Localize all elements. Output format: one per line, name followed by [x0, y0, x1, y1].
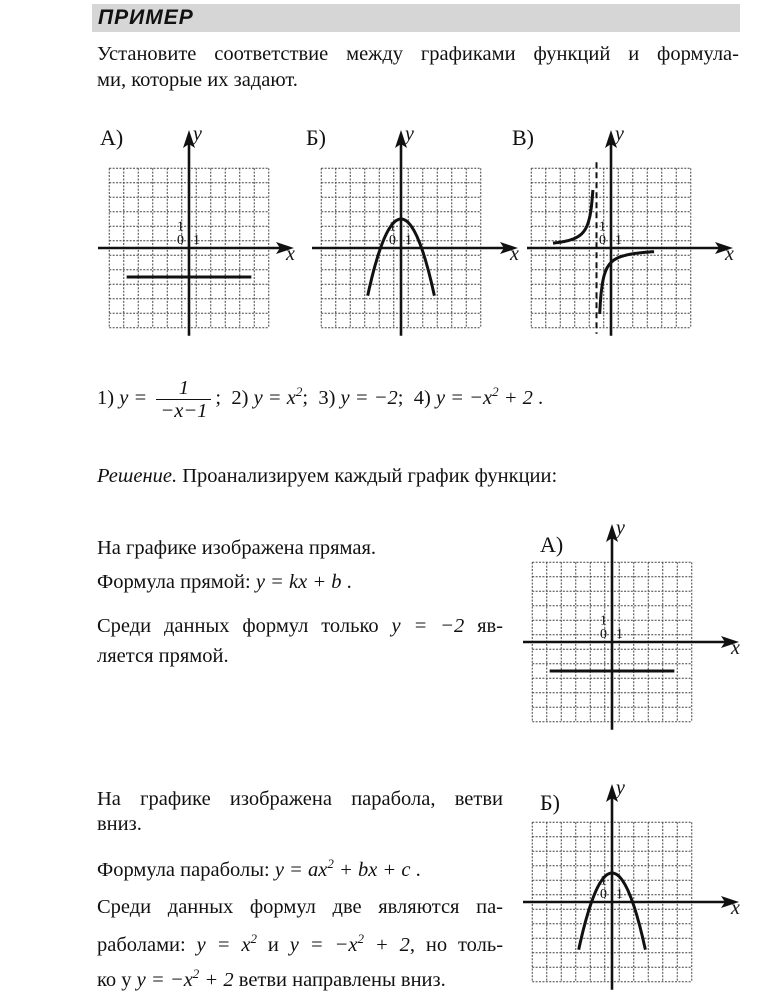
x-axis-label: x	[731, 897, 740, 919]
header-label: ПРИМЕР	[98, 6, 194, 29]
origin-label: 0	[599, 233, 606, 248]
section-a-p3-line1	[97, 612, 503, 640]
section-b-graph-label: Б)	[540, 790, 560, 815]
section-a-p3-end: яв-	[477, 615, 504, 637]
section-a-p2	[97, 568, 352, 596]
function-hyperbola-left	[553, 190, 593, 243]
formula-1-lhs: y =	[119, 386, 148, 409]
header-banner	[92, 4, 740, 32]
origin-label: 0	[177, 233, 184, 248]
section-b-p2-end: .	[415, 858, 421, 881]
x-axis-label: x	[731, 637, 740, 659]
formula-4-tail: + 2	[498, 386, 533, 409]
unit-y-label: 1	[600, 613, 607, 629]
graph-a-top	[98, 123, 298, 338]
section-b-p3-l2-m1-exp: 2	[250, 931, 257, 946]
section-a-p3-text: Среди данных формул только	[97, 615, 379, 637]
section-b-p3-l2-a: раболами:	[97, 933, 186, 956]
graph-b-solution	[523, 777, 743, 990]
formula-1-fraction	[156, 377, 211, 422]
formulas-row	[97, 364, 543, 420]
formula-3-separator: ;	[397, 386, 404, 409]
unit-y-label: 1	[177, 219, 184, 235]
section-b-p3-l2-m2: y = −x	[289, 933, 358, 956]
graph-b-top	[312, 123, 522, 338]
formula-1-denominator: −x−1	[160, 399, 208, 422]
section-b-p3-l2-m1: y = x	[196, 933, 251, 956]
origin-label: 0	[600, 627, 607, 642]
solution-intro-text: Проанализируем каждый график функции:	[177, 465, 558, 487]
solution-intro	[97, 462, 557, 490]
section-b-p2-math-a: y = ax	[274, 858, 328, 881]
section-b-p3-l3-m: y = −x	[136, 968, 193, 991]
formula-2-separator: ;	[302, 386, 309, 409]
section-b-p2-math-b: + bx + c	[333, 858, 411, 881]
formula-3-number: 3)	[318, 386, 336, 409]
y-axis-label: y	[405, 123, 414, 145]
section-b-p3-line3	[97, 960, 446, 994]
formula-4-number: 4)	[413, 386, 431, 409]
section-b-p3-l2-m2-exp: 2	[357, 931, 364, 946]
x-axis-label: x	[510, 243, 519, 265]
section-a-p2-math: y = kx + b	[255, 571, 342, 593]
unit-x-label: 1	[616, 627, 623, 642]
section-b-p2-math-exp: 2	[327, 856, 334, 871]
formula-2-expr: y = x	[253, 386, 296, 409]
section-b-p3-l3-m-tail: + 2	[199, 968, 234, 991]
formula-3-expr: y = −2	[340, 386, 398, 409]
section-b-p1-line2: вниз.	[97, 813, 142, 835]
section-b-p3-l2-m2-tail: + 2	[363, 933, 410, 956]
unit-x-label: 1	[615, 233, 622, 248]
origin-label: 0	[389, 233, 396, 248]
formula-1-number: 1)	[97, 386, 115, 409]
panel-c-label: В)	[512, 125, 534, 150]
formula-1-numerator: 1	[156, 377, 211, 400]
section-a-p1: На графике изображена прямая.	[97, 537, 377, 559]
y-axis-label: y	[616, 517, 625, 539]
section-b-p3-l2-m1-wrap	[196, 931, 257, 956]
task-line-1: Установите соответствие между графиками функций и формула-	[97, 43, 739, 65]
section-b-p3-l3-m-exp: 2	[192, 966, 200, 981]
section-b-p3-l2-and: и	[267, 933, 279, 956]
section-b-p3-l2-m2-wrap	[289, 931, 504, 956]
section-a-p2-text: Формула прямой:	[97, 571, 251, 593]
formula-4-exponent: 2	[492, 384, 499, 399]
unit-x-label: 1	[405, 233, 412, 248]
unit-y-label: 1	[599, 219, 606, 235]
function-hyperbola-right	[600, 252, 654, 314]
x-axis-label: x	[725, 243, 734, 265]
task-line-2: ми, которые их задают.	[97, 69, 298, 91]
unit-x-label: 1	[616, 887, 623, 902]
y-axis-label: y	[615, 123, 624, 145]
panel-b-label: Б)	[306, 125, 326, 150]
section-b-p3-l3-a: ко у	[97, 968, 132, 991]
y-axis-label: y	[193, 123, 202, 145]
graph-a-solution	[523, 517, 743, 732]
panel-a-label: А)	[100, 125, 124, 150]
section-b-p3-line2	[97, 925, 503, 959]
formula-2-number: 2)	[231, 386, 249, 409]
section-a-graph-label: А)	[540, 532, 564, 557]
section-a-p2-end: .	[346, 571, 352, 593]
section-a-p3-line2: ляется прямой.	[97, 645, 229, 667]
origin-label: 0	[600, 887, 607, 902]
graph-c-top	[527, 123, 737, 338]
formula-4-expr: y = −x	[435, 386, 493, 409]
solution-label: Решение.	[97, 465, 178, 487]
section-b-p2	[97, 850, 421, 884]
unit-y-label: 1	[600, 873, 607, 889]
formula-2-exponent: 2	[295, 384, 303, 399]
unit-x-label: 1	[193, 233, 200, 248]
section-b-p1-line1: На графике изображена парабола, ветви	[97, 788, 503, 810]
section-b-p3-l3-b: ветви направлены вниз.	[238, 968, 446, 991]
formula-4-end: .	[538, 386, 544, 409]
unit-y-label: 1	[389, 219, 396, 235]
y-axis-label: y	[616, 777, 625, 799]
section-b-p2-text: Формула параболы:	[97, 858, 270, 881]
section-b-p3-l2-b: , но толь-	[409, 933, 504, 956]
section-b-p3-line1: Среди данных формул две являются па-	[97, 896, 503, 918]
section-a-p3-math: y = −2	[391, 615, 465, 637]
formula-1-separator: ;	[215, 386, 222, 409]
x-axis-label: x	[286, 243, 295, 265]
